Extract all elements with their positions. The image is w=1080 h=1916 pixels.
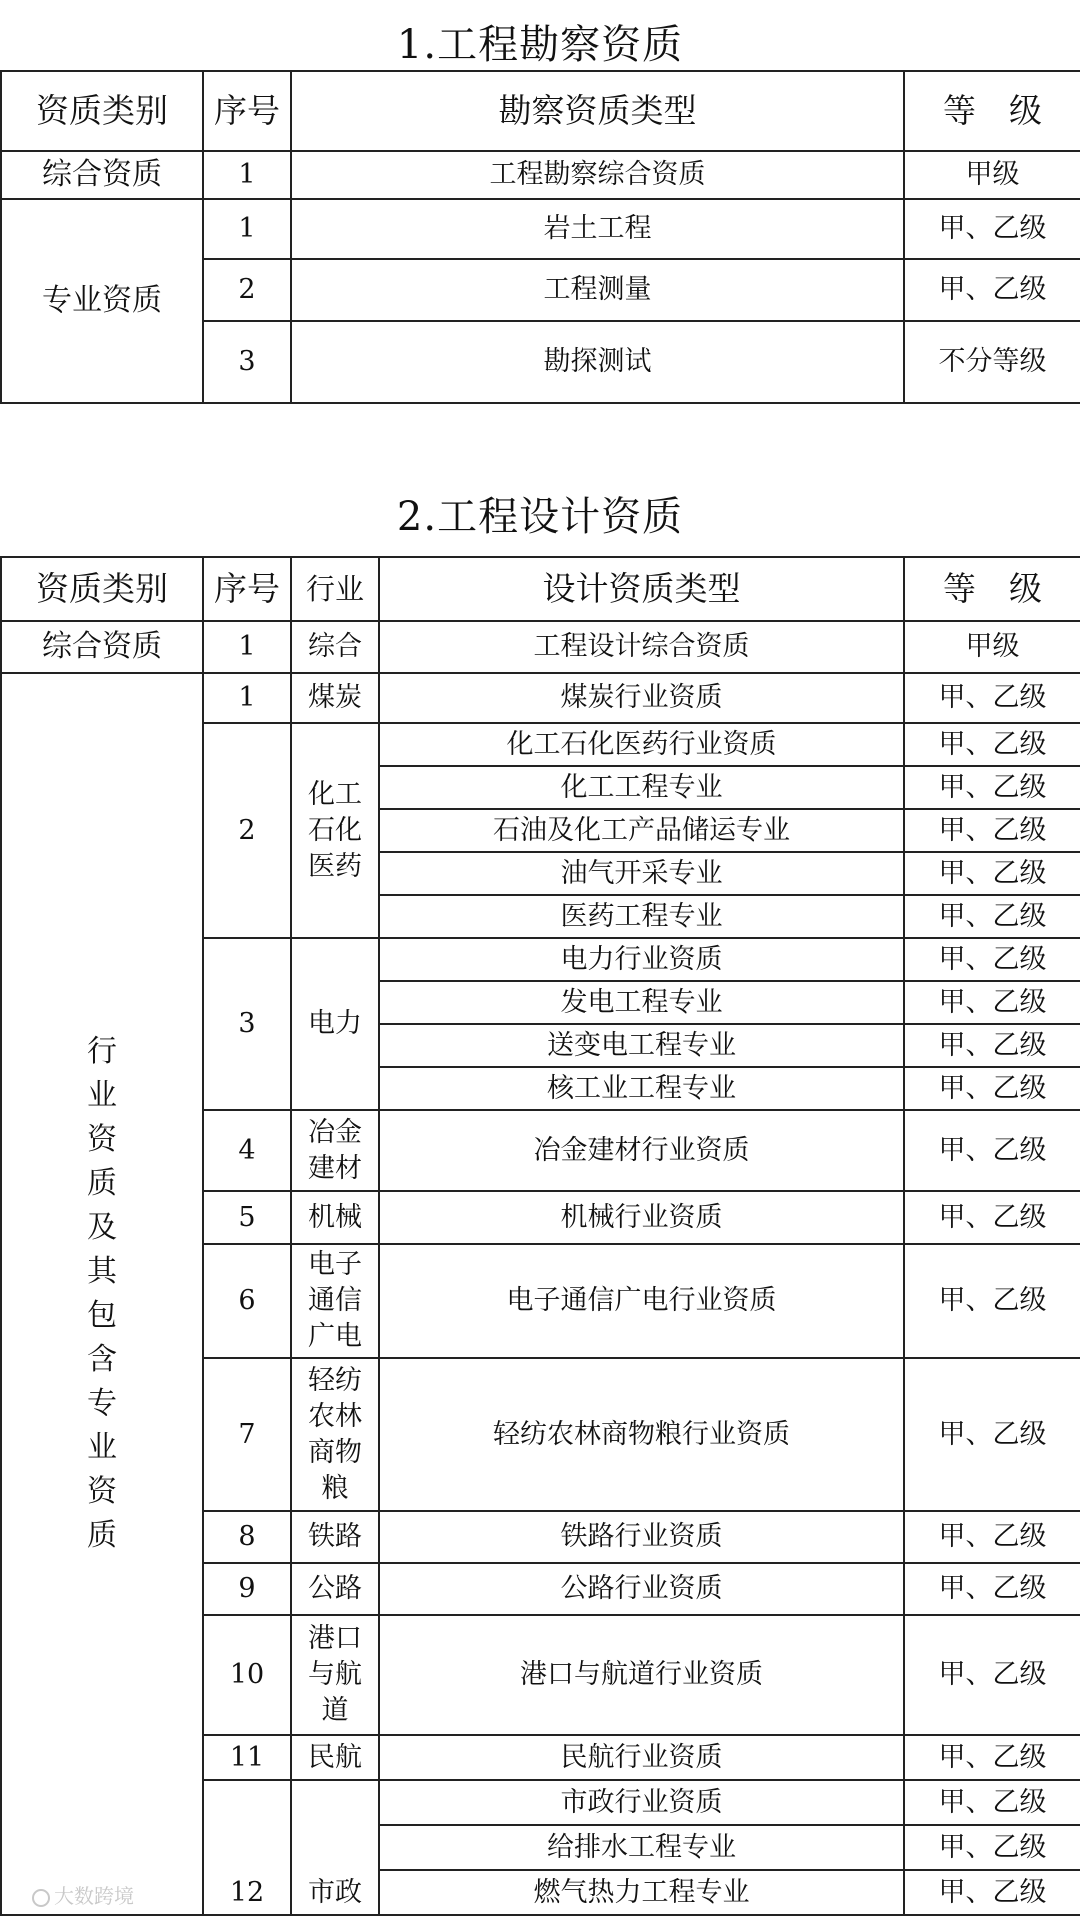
- number-cell: 5: [203, 1191, 291, 1244]
- type-cell: 工程测量: [291, 259, 904, 321]
- type-cell: 机械行业资质: [379, 1191, 904, 1244]
- grade-cell: 甲、乙级: [904, 259, 1080, 321]
- industry-cell: 综合: [291, 621, 379, 673]
- grade-cell: 甲级: [904, 151, 1080, 199]
- grade-cell: 甲、乙级: [904, 1780, 1080, 1825]
- number-cell: 2: [203, 259, 291, 321]
- header-cell: 等 级: [904, 557, 1080, 621]
- header-cell: 序号: [203, 557, 291, 621]
- industry-cell: [291, 1110, 379, 1191]
- grade-cell: 甲、乙级: [904, 199, 1080, 259]
- industry-label: 冶金建材: [308, 1116, 362, 1184]
- number-cell: 11: [203, 1735, 291, 1780]
- number-cell: 3: [203, 938, 291, 1110]
- section1-title: 1.工程勘察资质: [396, 22, 684, 68]
- table-header-row: [1, 71, 1080, 151]
- category-cell: 综合资质: [1, 621, 203, 673]
- category-cell: [1, 673, 203, 1915]
- table-row: [1, 151, 1080, 199]
- industry-cell: 铁路: [291, 1511, 379, 1563]
- number-cell: 4: [203, 1110, 291, 1191]
- industry-cell: [291, 1244, 379, 1358]
- type-cell: 送变电工程专业: [379, 1024, 904, 1067]
- type-cell: 油气开采专业: [379, 852, 904, 895]
- industry-label: 电子通信广电: [308, 1249, 362, 1352]
- grade-cell: 甲、乙级: [904, 895, 1080, 938]
- table-row: [1, 673, 1080, 723]
- table-row: [1, 621, 1080, 673]
- type-cell: 电力行业资质: [379, 938, 904, 981]
- industry-cell: [291, 723, 379, 938]
- type-cell: 核工业工程专业: [379, 1067, 904, 1110]
- grade-cell: 甲、乙级: [904, 766, 1080, 809]
- number-cell: 6: [203, 1244, 291, 1358]
- type-cell: 铁路行业资质: [379, 1511, 904, 1563]
- type-cell: 轻纺农林商物粮行业资质: [379, 1358, 904, 1511]
- grade-cell: 甲、乙级: [904, 673, 1080, 723]
- industry-cell: [291, 938, 379, 1110]
- table-row: [1, 199, 1080, 259]
- type-cell: 发电工程专业: [379, 981, 904, 1024]
- category-cell: 综合资质: [1, 151, 203, 199]
- number-cell: 9: [203, 1563, 291, 1615]
- grade-cell: 甲、乙级: [904, 1870, 1080, 1915]
- header-cell: 等 级: [904, 71, 1080, 151]
- grade-cell: 甲、乙级: [904, 1563, 1080, 1615]
- industry-label: 港口与航道: [308, 1623, 362, 1726]
- industry-cell: 机械: [291, 1191, 379, 1244]
- grade-cell: 甲、乙级: [904, 809, 1080, 852]
- number-cell: 1: [203, 621, 291, 673]
- grade-cell: 甲级: [904, 621, 1080, 673]
- grade-cell: 甲、乙级: [904, 1511, 1080, 1563]
- grade-cell: 甲、乙级: [904, 981, 1080, 1024]
- industry-cell: 公路: [291, 1563, 379, 1615]
- grade-cell: 甲、乙级: [904, 1244, 1080, 1358]
- number-cell: 1: [203, 151, 291, 199]
- number-cell: 8: [203, 1511, 291, 1563]
- type-cell: 给排水工程专业: [379, 1825, 904, 1870]
- grade-cell: 甲、乙级: [904, 1825, 1080, 1870]
- type-cell: 化工工程专业: [379, 766, 904, 809]
- grade-cell: 甲、乙级: [904, 723, 1080, 766]
- header-cell: 行业: [291, 557, 379, 621]
- brand-logo-icon: [32, 1889, 50, 1907]
- grade-cell: 甲、乙级: [904, 852, 1080, 895]
- type-cell: 石油及化工产品储运专业: [379, 809, 904, 852]
- industry-cell: [291, 1615, 379, 1735]
- industry-cell: 民航: [291, 1735, 379, 1780]
- number-cell: 7: [203, 1358, 291, 1511]
- type-cell: 冶金建材行业资质: [379, 1110, 904, 1191]
- design-qualification-table: [0, 556, 1080, 1916]
- type-cell: 电子通信广电行业资质: [379, 1244, 904, 1358]
- industry-label: 化工石化医药: [308, 778, 362, 882]
- grade-cell: 甲、乙级: [904, 1191, 1080, 1244]
- industry-cell: 市政: [291, 1780, 379, 1915]
- header-cell: 资质类别: [1, 557, 203, 621]
- header-cell: 资质类别: [1, 71, 203, 151]
- type-cell: 公路行业资质: [379, 1563, 904, 1615]
- type-cell: 岩土工程: [291, 199, 904, 259]
- number-cell: 1: [203, 673, 291, 723]
- category-cell: 专业资质: [1, 199, 203, 403]
- industry-label: 轻纺农林商物粮: [308, 1364, 362, 1504]
- survey-qualification-table: [0, 70, 1080, 404]
- number-cell: 2: [203, 723, 291, 938]
- type-cell: 煤炭行业资质: [379, 673, 904, 723]
- number-cell: 12: [203, 1780, 291, 1915]
- type-cell: 燃气热力工程专业: [379, 1870, 904, 1915]
- grade-cell: 甲、乙级: [904, 1110, 1080, 1191]
- grade-cell: 甲、乙级: [904, 1024, 1080, 1067]
- number-cell: 3: [203, 321, 291, 403]
- section2-title: 2.工程设计资质: [396, 494, 684, 540]
- vertical-category-label: 行业资质及其包含专业资质: [87, 1034, 117, 1553]
- grade-cell: 甲、乙级: [904, 1735, 1080, 1780]
- table-header-row: [1, 557, 1080, 621]
- grade-cell: 甲、乙级: [904, 938, 1080, 981]
- industry-cell: [291, 1358, 379, 1511]
- grade-cell: 甲、乙级: [904, 1358, 1080, 1511]
- type-cell: 市政行业资质: [379, 1780, 904, 1825]
- industry-cell: 煤炭: [291, 673, 379, 723]
- header-cell: 勘察资质类型: [291, 71, 904, 151]
- type-cell: 医药工程专业: [379, 895, 904, 938]
- grade-cell: 甲、乙级: [904, 1615, 1080, 1735]
- type-cell: 工程设计综合资质: [379, 621, 904, 673]
- type-cell: 民航行业资质: [379, 1735, 904, 1780]
- number-cell: 10: [203, 1615, 291, 1735]
- header-cell: 序号: [203, 71, 291, 151]
- grade-cell: 甲、乙级: [904, 1067, 1080, 1110]
- header-cell: 设计资质类型: [379, 557, 904, 621]
- type-cell: 化工石化医药行业资质: [379, 723, 904, 766]
- type-cell: 勘探测试: [291, 321, 904, 403]
- industry-label: 电力: [308, 1008, 362, 1039]
- watermark: [32, 1880, 134, 1909]
- number-cell: 1: [203, 199, 291, 259]
- grade-cell: 不分等级: [904, 321, 1080, 403]
- type-cell: 港口与航道行业资质: [379, 1615, 904, 1735]
- type-cell: 工程勘察综合资质: [291, 151, 904, 199]
- watermark-text: 大数跨境: [54, 1884, 134, 1908]
